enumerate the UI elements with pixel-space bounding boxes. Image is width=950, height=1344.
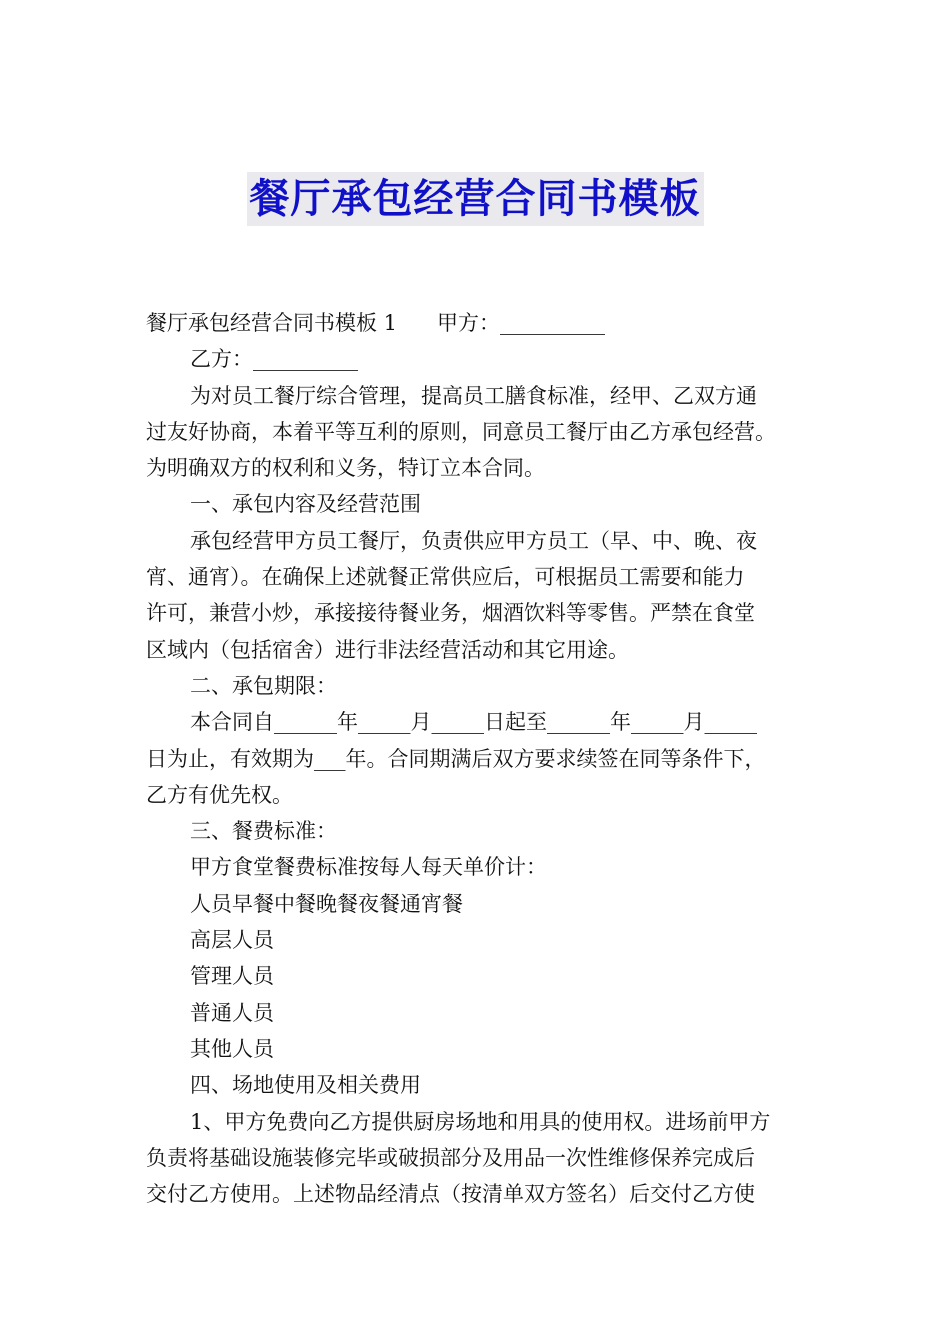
meal-table-row: 管理人员 bbox=[190, 964, 274, 989]
paragraph-line: 承包经营甲方员工餐厅，负责供应甲方员工（早、中、晚、夜 bbox=[190, 528, 757, 553]
meal-table-row: 其他人员 bbox=[190, 1036, 274, 1061]
date-text: 日起至 bbox=[484, 710, 547, 735]
intro-line: 为对员工餐厅综合管理，提高员工膳食标准，经甲、乙双方通 bbox=[190, 383, 757, 408]
section-heading: 一、承包内容及经营范围 bbox=[190, 492, 421, 517]
date-blank: _____ bbox=[431, 710, 484, 735]
paragraph-line: 甲方食堂餐费标准按每人每天单价计： bbox=[190, 855, 547, 880]
intro-line: 过友好协商，本着平等互利的原则，同意员工餐厅由乙方承包经营。 bbox=[146, 419, 776, 444]
paragraph-line: 交付乙方使用。上述物品经清点（按清单双方签名）后交付乙方使 bbox=[146, 1182, 755, 1207]
paragraph-line: 区域内（包括宿舍）进行非法经营活动和其它用途。 bbox=[146, 637, 629, 662]
date-blank: ______ bbox=[274, 710, 337, 735]
document-title: 餐厅承包经营合同书模板 bbox=[247, 172, 704, 226]
term-text: 年。合同期满后双方要求续签在同等条件下， bbox=[345, 746, 766, 771]
party-b-line bbox=[146, 341, 808, 377]
party-a-label: 甲方： bbox=[437, 311, 501, 335]
party-b-label: 乙方： bbox=[190, 347, 253, 372]
paragraph-line: 1、甲方免费向乙方提供厨房场地和用具的使用权。进场前甲方 bbox=[190, 1109, 771, 1134]
intro-line: 为明确双方的权利和义务，特订立本合同。 bbox=[146, 456, 545, 481]
date-blank: _____ bbox=[631, 710, 684, 735]
date-blank: _____ bbox=[704, 710, 757, 735]
party-b-blank: __________ bbox=[253, 347, 358, 372]
title-wrap bbox=[0, 172, 950, 226]
term-blank: ___ bbox=[314, 746, 346, 771]
paragraph-line: 乙方有优先权。 bbox=[146, 782, 293, 807]
doc-name: 餐厅承包经营合同书模板 1 bbox=[146, 311, 398, 335]
contract-date-line bbox=[146, 704, 808, 740]
meal-table-row: 普通人员 bbox=[190, 1000, 274, 1025]
header-line bbox=[146, 305, 808, 341]
section-heading: 三、餐费标准： bbox=[190, 819, 337, 844]
paragraph-line: 宵、通宵）。在确保上述就餐正常供应后，可根据员工需要和能力 bbox=[146, 565, 745, 590]
paragraph-line: 负责将基础设施装修完毕或破损部分及用品一次性维修保养完成后 bbox=[146, 1145, 755, 1170]
meal-table-row: 高层人员 bbox=[190, 928, 274, 953]
date-text: 年 bbox=[610, 710, 631, 735]
party-a-blank: __________ bbox=[500, 311, 606, 335]
date-text: 月 bbox=[683, 710, 705, 735]
date-text: 年 bbox=[337, 710, 358, 735]
date-text: 本合同自 bbox=[190, 710, 274, 735]
document-body bbox=[146, 305, 808, 1212]
paragraph-line: 许可，兼营小炒，承接接待餐业务，烟酒饮料等零售。严禁在食堂 bbox=[146, 601, 755, 626]
term-text: 日为止，有效期为 bbox=[146, 746, 314, 771]
section-heading: 四、场地使用及相关费用 bbox=[190, 1073, 421, 1098]
date-text: 月 bbox=[410, 710, 432, 735]
date-blank: _____ bbox=[358, 710, 411, 735]
section-heading: 二、承包期限： bbox=[190, 673, 337, 698]
date-blank: ______ bbox=[547, 710, 610, 735]
meal-table-header: 人员早餐中餐晚餐夜餐通宵餐 bbox=[190, 891, 463, 916]
term-line bbox=[146, 741, 808, 777]
